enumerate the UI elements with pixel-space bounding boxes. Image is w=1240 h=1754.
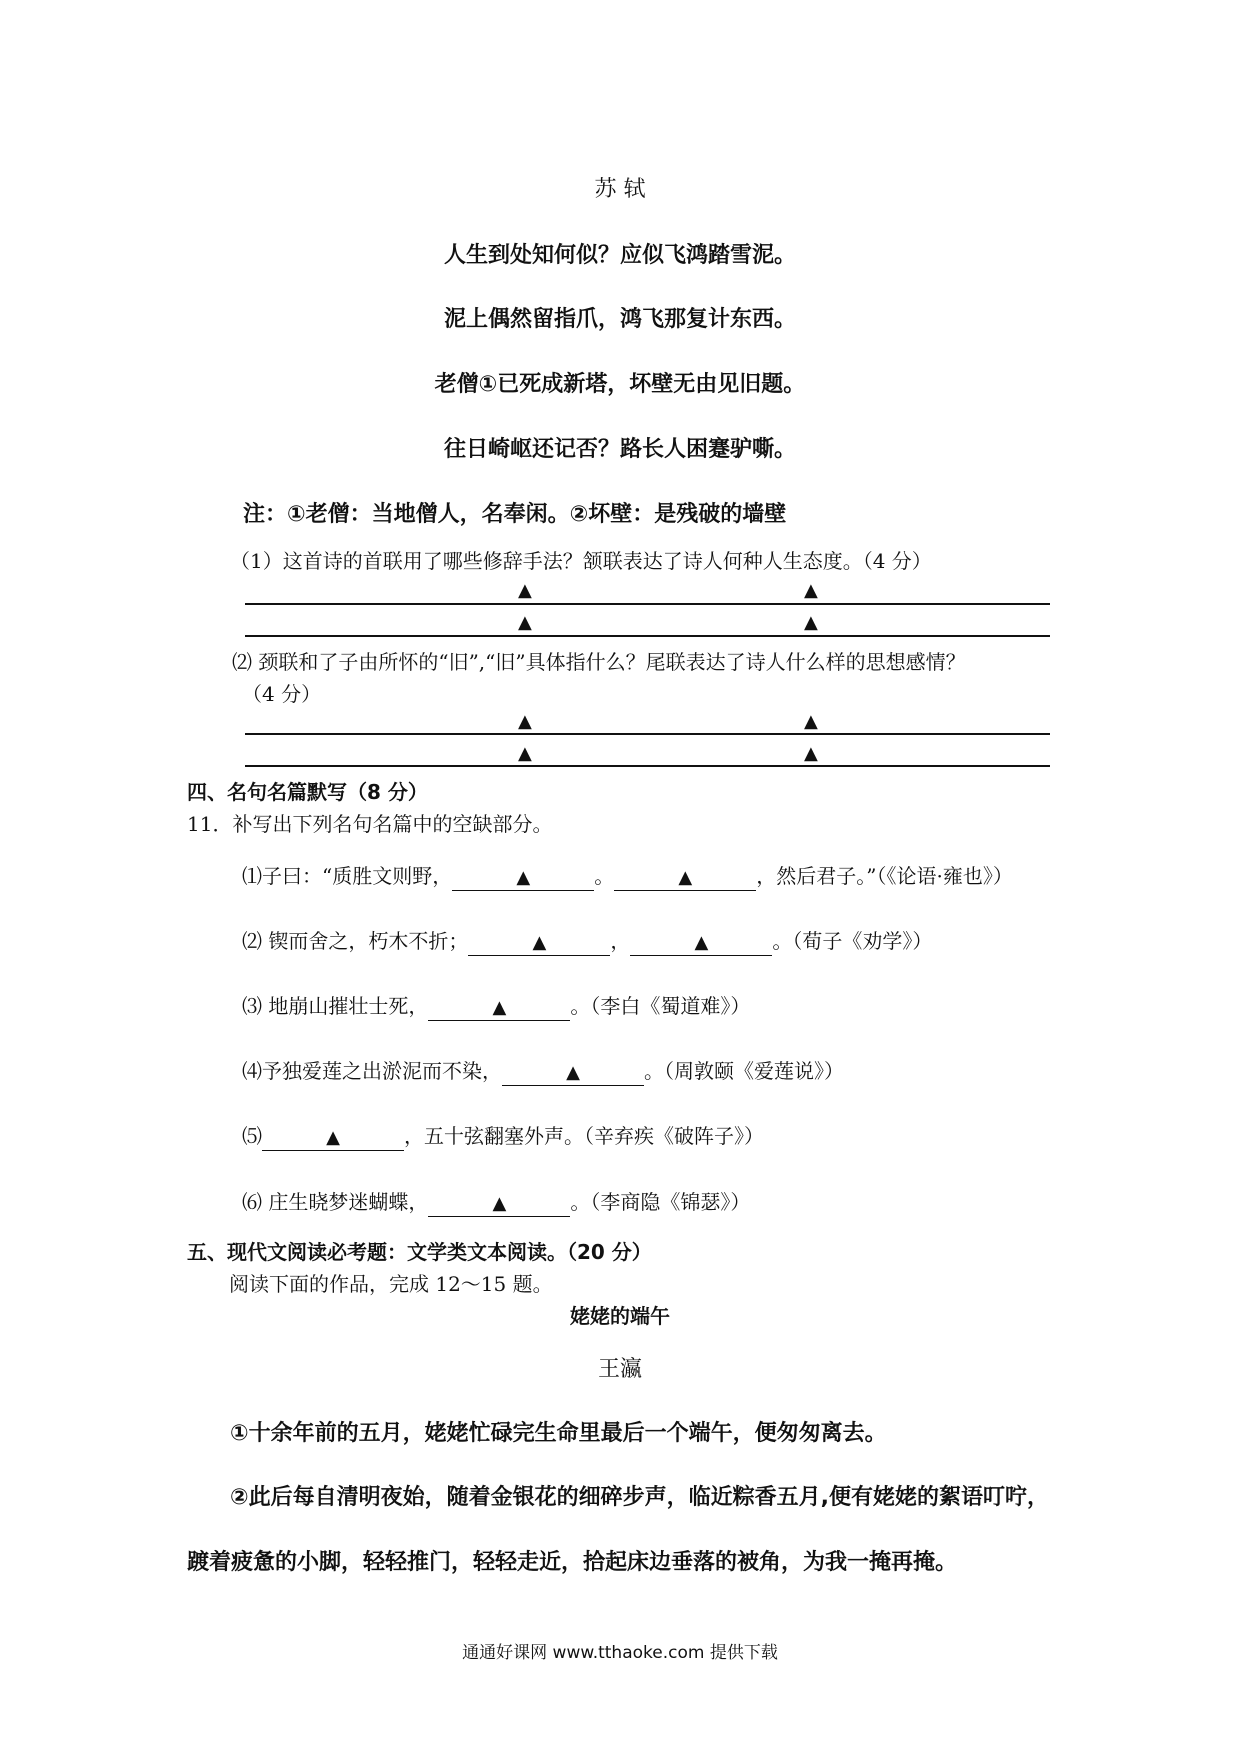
fill-blank[interactable] — [428, 1192, 570, 1217]
answer-marker: ▲ — [492, 1193, 507, 1214]
answer-marker: ▲ — [518, 612, 532, 633]
answer-marker: ▲ — [518, 580, 532, 601]
fill-item-5 — [242, 1120, 764, 1151]
fill-item-4-prefix: ⑷予独爱莲之出淤泥而不染， — [242, 1059, 502, 1083]
fill-item-2-suffix: 。（荀子《劝学》） — [772, 929, 933, 953]
question-2: ⑵ 颈联和了子由所怀的“旧”,“旧”具体指什么？尾联表达了诗人什么样的思想感情？ — [232, 650, 966, 674]
fill-item-6-prefix: ⑹ 庄生晓梦迷蝴蝶， — [242, 1190, 429, 1214]
answer-marker: ▲ — [804, 743, 818, 764]
fill-blank[interactable] — [614, 866, 756, 891]
article-title: 姥姥的端午 — [570, 1304, 670, 1328]
poem-line-1: 人生到处知何似？应似飞鸿踏雪泥。 — [443, 243, 796, 268]
answer-marker: ▲ — [804, 612, 818, 633]
fill-item-4 — [242, 1055, 844, 1086]
answer-line[interactable] — [245, 765, 1050, 767]
section-4-instruction: 11．补写出下列名句名篇中的空缺部分。 — [187, 812, 553, 836]
section-5-title: 五、现代文阅读必考题：文学类文本阅读。（20 分） — [187, 1240, 652, 1264]
answer-marker: ▲ — [492, 997, 507, 1018]
section-4-title: 四、名句名篇默写（8 分） — [187, 780, 428, 804]
section-5-instruction: 阅读下面的作品，完成 12～15 题。 — [229, 1272, 553, 1296]
fill-item-2 — [242, 925, 932, 956]
fill-item-1-prefix: ⑴子曰：“质胜文则野， — [242, 864, 453, 888]
question-1: （1）这首诗的首联用了哪些修辞手法？颔联表达了诗人何种人生态度。（4 分） — [230, 549, 932, 573]
fill-blank[interactable] — [630, 931, 772, 956]
answer-marker: ▲ — [516, 867, 531, 888]
fill-blank[interactable] — [262, 1126, 404, 1151]
answer-marker: ▲ — [566, 1062, 580, 1083]
question-2-score: （4 分） — [242, 682, 322, 706]
fill-item-3 — [242, 990, 750, 1021]
page-footer: 通通好课网 www.tthaoke.com 提供下载 — [462, 1643, 778, 1663]
fill-item-1-mid: 。 — [594, 864, 615, 888]
answer-marker: ▲ — [518, 743, 532, 764]
answer-line[interactable] — [245, 603, 1050, 605]
fill-item-6-suffix: 。（李商隐《锦瑟》） — [570, 1190, 751, 1214]
fill-item-6 — [242, 1186, 750, 1217]
answer-marker: ▲ — [694, 932, 709, 953]
answer-marker: ▲ — [804, 580, 818, 601]
article-paragraph-2-line-1: ②此后每自清明夜始，随着金银花的细碎步声，临近粽香五月,便有姥姥的絮语叮咛， — [230, 1485, 1049, 1510]
poem-line-2: 泥上偶然留指爪，鸿飞那复计东西。 — [443, 307, 796, 332]
fill-item-5-prefix: ⑸ — [242, 1124, 262, 1148]
fill-item-4-suffix: 。（周敦颐《爱莲说》） — [644, 1059, 844, 1083]
fill-item-3-suffix: 。（李白《蜀道难》） — [570, 994, 751, 1018]
fill-blank[interactable] — [468, 931, 610, 956]
fill-item-5-suffix: ，五十弦翻塞外声。（辛弃疾《破阵子》） — [404, 1124, 764, 1148]
poem-line-4: 往日崎岖还记否？路长人困蹇驴嘶。 — [443, 437, 796, 462]
fill-item-2-mid: ， — [610, 929, 631, 953]
poem-author: 苏 轼 — [594, 177, 646, 202]
fill-blank[interactable] — [452, 866, 594, 891]
fill-item-2-prefix: ⑵ 锲而舍之，朽木不折； — [242, 929, 469, 953]
fill-item-1-suffix: ，然后君子。”（《论语·雍也》） — [756, 864, 1013, 888]
article-paragraph-1: ①十余年前的五月，姥姥忙碌完生命里最后一个端午，便匆匆离去。 — [230, 1421, 887, 1446]
answer-marker: ▲ — [678, 867, 693, 888]
answer-marker: ▲ — [532, 932, 547, 953]
fill-item-1 — [242, 860, 1013, 891]
article-author: 王瀛 — [597, 1357, 642, 1382]
article-paragraph-2-line-2: 踱着疲惫的小脚，轻轻推门，轻轻走近，拾起床边垂落的被角，为我一掩再掩。 — [187, 1550, 958, 1575]
poem-line-3: 老僧①已死成新塔，坏壁无由见旧题。 — [434, 372, 806, 397]
answer-marker: ▲ — [326, 1127, 340, 1148]
fill-blank[interactable] — [428, 996, 570, 1021]
fill-blank[interactable] — [502, 1061, 644, 1086]
answer-line[interactable] — [245, 635, 1050, 637]
answer-marker: ▲ — [518, 711, 532, 732]
answer-marker: ▲ — [804, 711, 818, 732]
fill-item-3-prefix: ⑶ 地崩山摧壮士死， — [242, 994, 429, 1018]
answer-line[interactable] — [245, 733, 1050, 735]
poem-note: 注：①老僧：当地僧人，名奉闲。②坏壁：是残破的墙壁 — [243, 502, 787, 527]
